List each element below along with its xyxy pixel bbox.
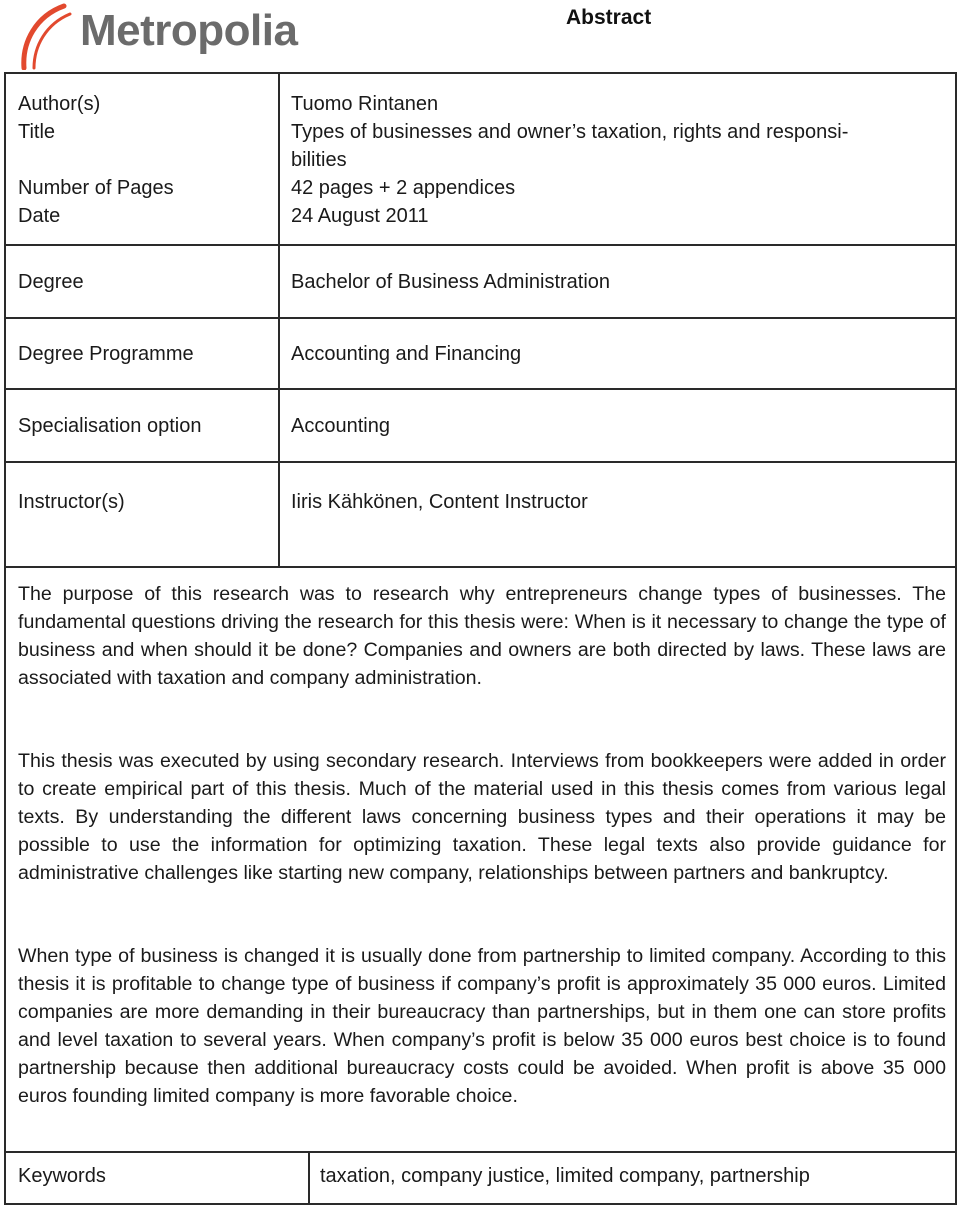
title-label: Title [18,121,56,143]
instructor-value: Iiris Kähkönen, Content Instructor [291,491,588,513]
keywords-row [4,1151,957,1205]
date-label: Date [18,205,61,227]
abstract-paragraph-2: This thesis was executed by using secondary research. Interviews from bookkeepers were added in order to create empirical part of this thesis. Much of the material used in this thesis comes from various legal texts. By understanding the different laws concerning business types and their operations it may be possible to use the information for optimizing taxation. These legal texts also provide guidance for administrative challenges like starting new company, relationships between partners and bankruptcy. [18,750,946,884]
date-value: 24 August 2011 [291,205,429,227]
logo-mark-icon [14,2,74,70]
keywords-value: taxation, company justice, limited company, partnership [320,1165,810,1187]
programme-value: Accounting and Financing [291,343,522,365]
abstract-paragraph-1: The purpose of this research was to research why entrepreneurs change types of businesses. The fundamental questions driving the research for this thesis were: When is it necessary to change the type of business and when should it be done? Companies and owners are both directed by laws. These laws are associated with taxation and company administration. [18,583,946,689]
programme-label: Degree Programme [18,343,194,365]
page-header [0,0,960,72]
author-value: Tuomo Rintanen [291,93,439,115]
abstract-body [4,566,957,1151]
row-divider [6,388,955,390]
specialisation-value: Accounting [291,415,390,437]
column-divider [278,74,280,566]
pages-value: 42 pages + 2 appendices [291,177,516,199]
pages-label: Number of Pages [18,177,174,199]
metadata-table [4,72,957,568]
row-divider [6,461,955,463]
degree-label: Degree [18,271,84,293]
page-title: Abstract [566,6,652,29]
row-divider [6,244,955,246]
keywords-label: Keywords [18,1165,106,1187]
row-divider [6,317,955,319]
metropolia-logo [14,2,324,70]
instructor-label: Instructor(s) [18,491,125,513]
title-value-line1: Types of businesses and owner’s taxation, rights and responsi- [291,121,849,143]
degree-value: Bachelor of Business Administration [291,271,611,293]
column-divider [308,1153,310,1203]
logo-wordmark: Metropolia [80,6,298,55]
author-label: Author(s) [18,93,101,115]
title-value-line2: bilities [291,149,347,171]
specialisation-label: Specialisation option [18,415,202,437]
abstract-paragraph-3: When type of business is changed it is usually done from partnership to limited company. According to this thesis it is profitable to change type of business if company’s profit is approximately 35 000 euros. Limited companies are more demanding in their bureaucracy than partnerships, but in them one can store profits and level taxation to several years. When company’s profit is below 35 000 euros best choice is to found partnership because then additional bureaucracy costs could be avoided. When profit is above 35 000 euros founding limited company is more favorable choice. [18,945,946,1107]
